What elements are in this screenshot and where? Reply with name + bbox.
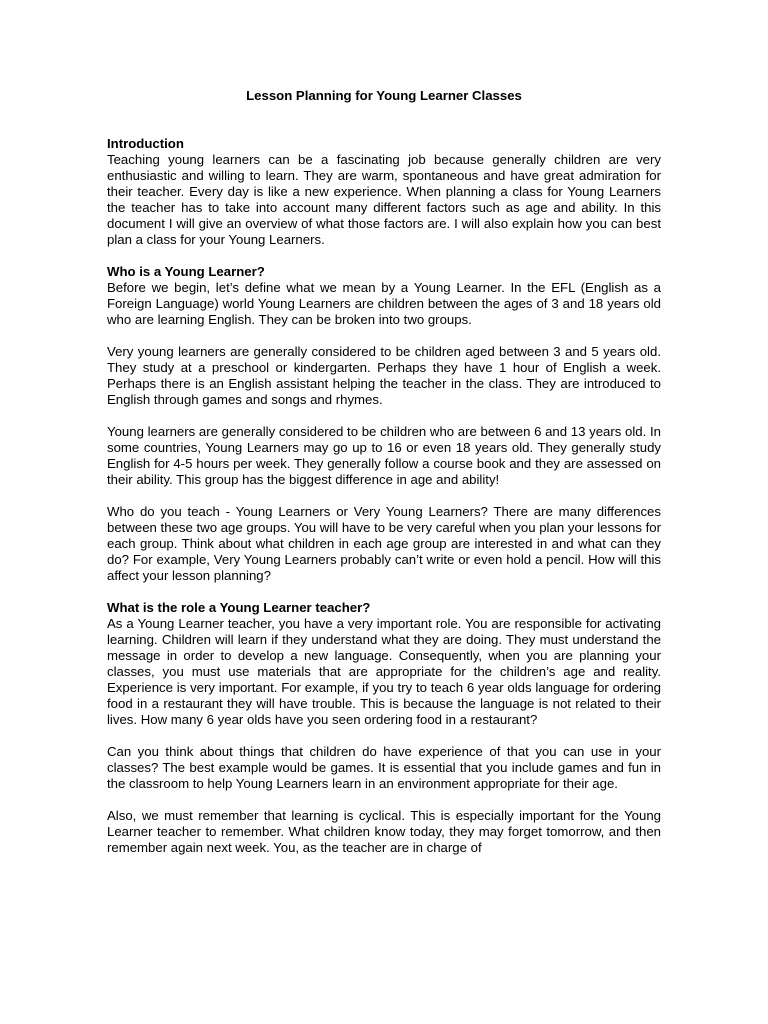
section-heading: What is the role a Young Learner teacher? — [107, 600, 371, 615]
section-introduction — [107, 136, 661, 248]
paragraph: Very young learners are generally considered to be children aged between 3 and 5 years old. They study at a preschool or kindergarten. Perhaps they have 1 hour of English a week. Perhaps there is an English assistant helping the teacher in the class. They are introduced to English through games and songs and rhymes. — [107, 344, 661, 407]
document-page — [107, 88, 661, 872]
section-heading: Introduction — [107, 136, 184, 151]
paragraph: Also, we must remember that learning is cyclical. This is especially important for the Young Learner teacher to remember. What children know today, they may forget tomorrow, and then remember again next week. You, as the teacher are in charge of — [107, 808, 661, 855]
paragraph: Young learners are generally considered to be children who are between 6 and 13 years old. In some countries, Young Learners may go up to 16 or even 18 years old. They generally study English for 4-5 hours per week. They generally follow a course book and they are assessed on their ability. This group has the biggest difference in age and ability! — [107, 424, 661, 487]
paragraph: Teaching young learners can be a fascinating job because generally children are very enthusiastic and willing to learn. They are warm, spontaneous and have great admiration for their teacher. Every day is like a new experience. When planning a class for Young Learners the teacher has to take into account many different factors such as age and ability. In this document I will give an overview of what those factors are. I will also explain how you can best plan a class for your Young Learners. — [107, 152, 661, 247]
section-heading: Who is a Young Learner? — [107, 264, 265, 279]
section-role-of-teacher — [107, 600, 661, 856]
document-title: Lesson Planning for Young Learner Classes — [246, 88, 522, 103]
section-who-is-young-learner — [107, 264, 661, 584]
paragraph: As a Young Learner teacher, you have a very important role. You are responsible for activating learning. Children will learn if they understand what they are doing. They must understand the message in order to develop a new language. Consequently, when you are planning your classes, you must use materials that are appropriate for the children’s age and reality. Experience is very important. For example, if you try to teach 6 year olds language for ordering food in a restaurant they will have trouble. This is because the language is not related to their lives. How many 6 year olds have you seen ordering food in a restaurant? — [107, 616, 661, 727]
paragraph: Before we begin, let’s define what we mean by a Young Learner. In the EFL (English as a Foreign Language) world Young Learners are children between the ages of 3 and 18 years old who are learning English. They can be broken into two groups. — [107, 280, 661, 327]
paragraph: Can you think about things that children do have experience of that you can use in your classes? The best example would be games. It is essential that you include games and fun in the classroom to help Young Learners learn in an environment appropriate for their age. — [107, 744, 661, 791]
paragraph: Who do you teach - Young Learners or Very Young Learners? There are many differences between these two age groups. You will have to be very careful when you plan your lessons for each group. Think about what children in each age group are interested in and what can they do? For example, Very Young Learners probably can’t write or even hold a pencil. How will this affect your lesson planning? — [107, 504, 661, 583]
